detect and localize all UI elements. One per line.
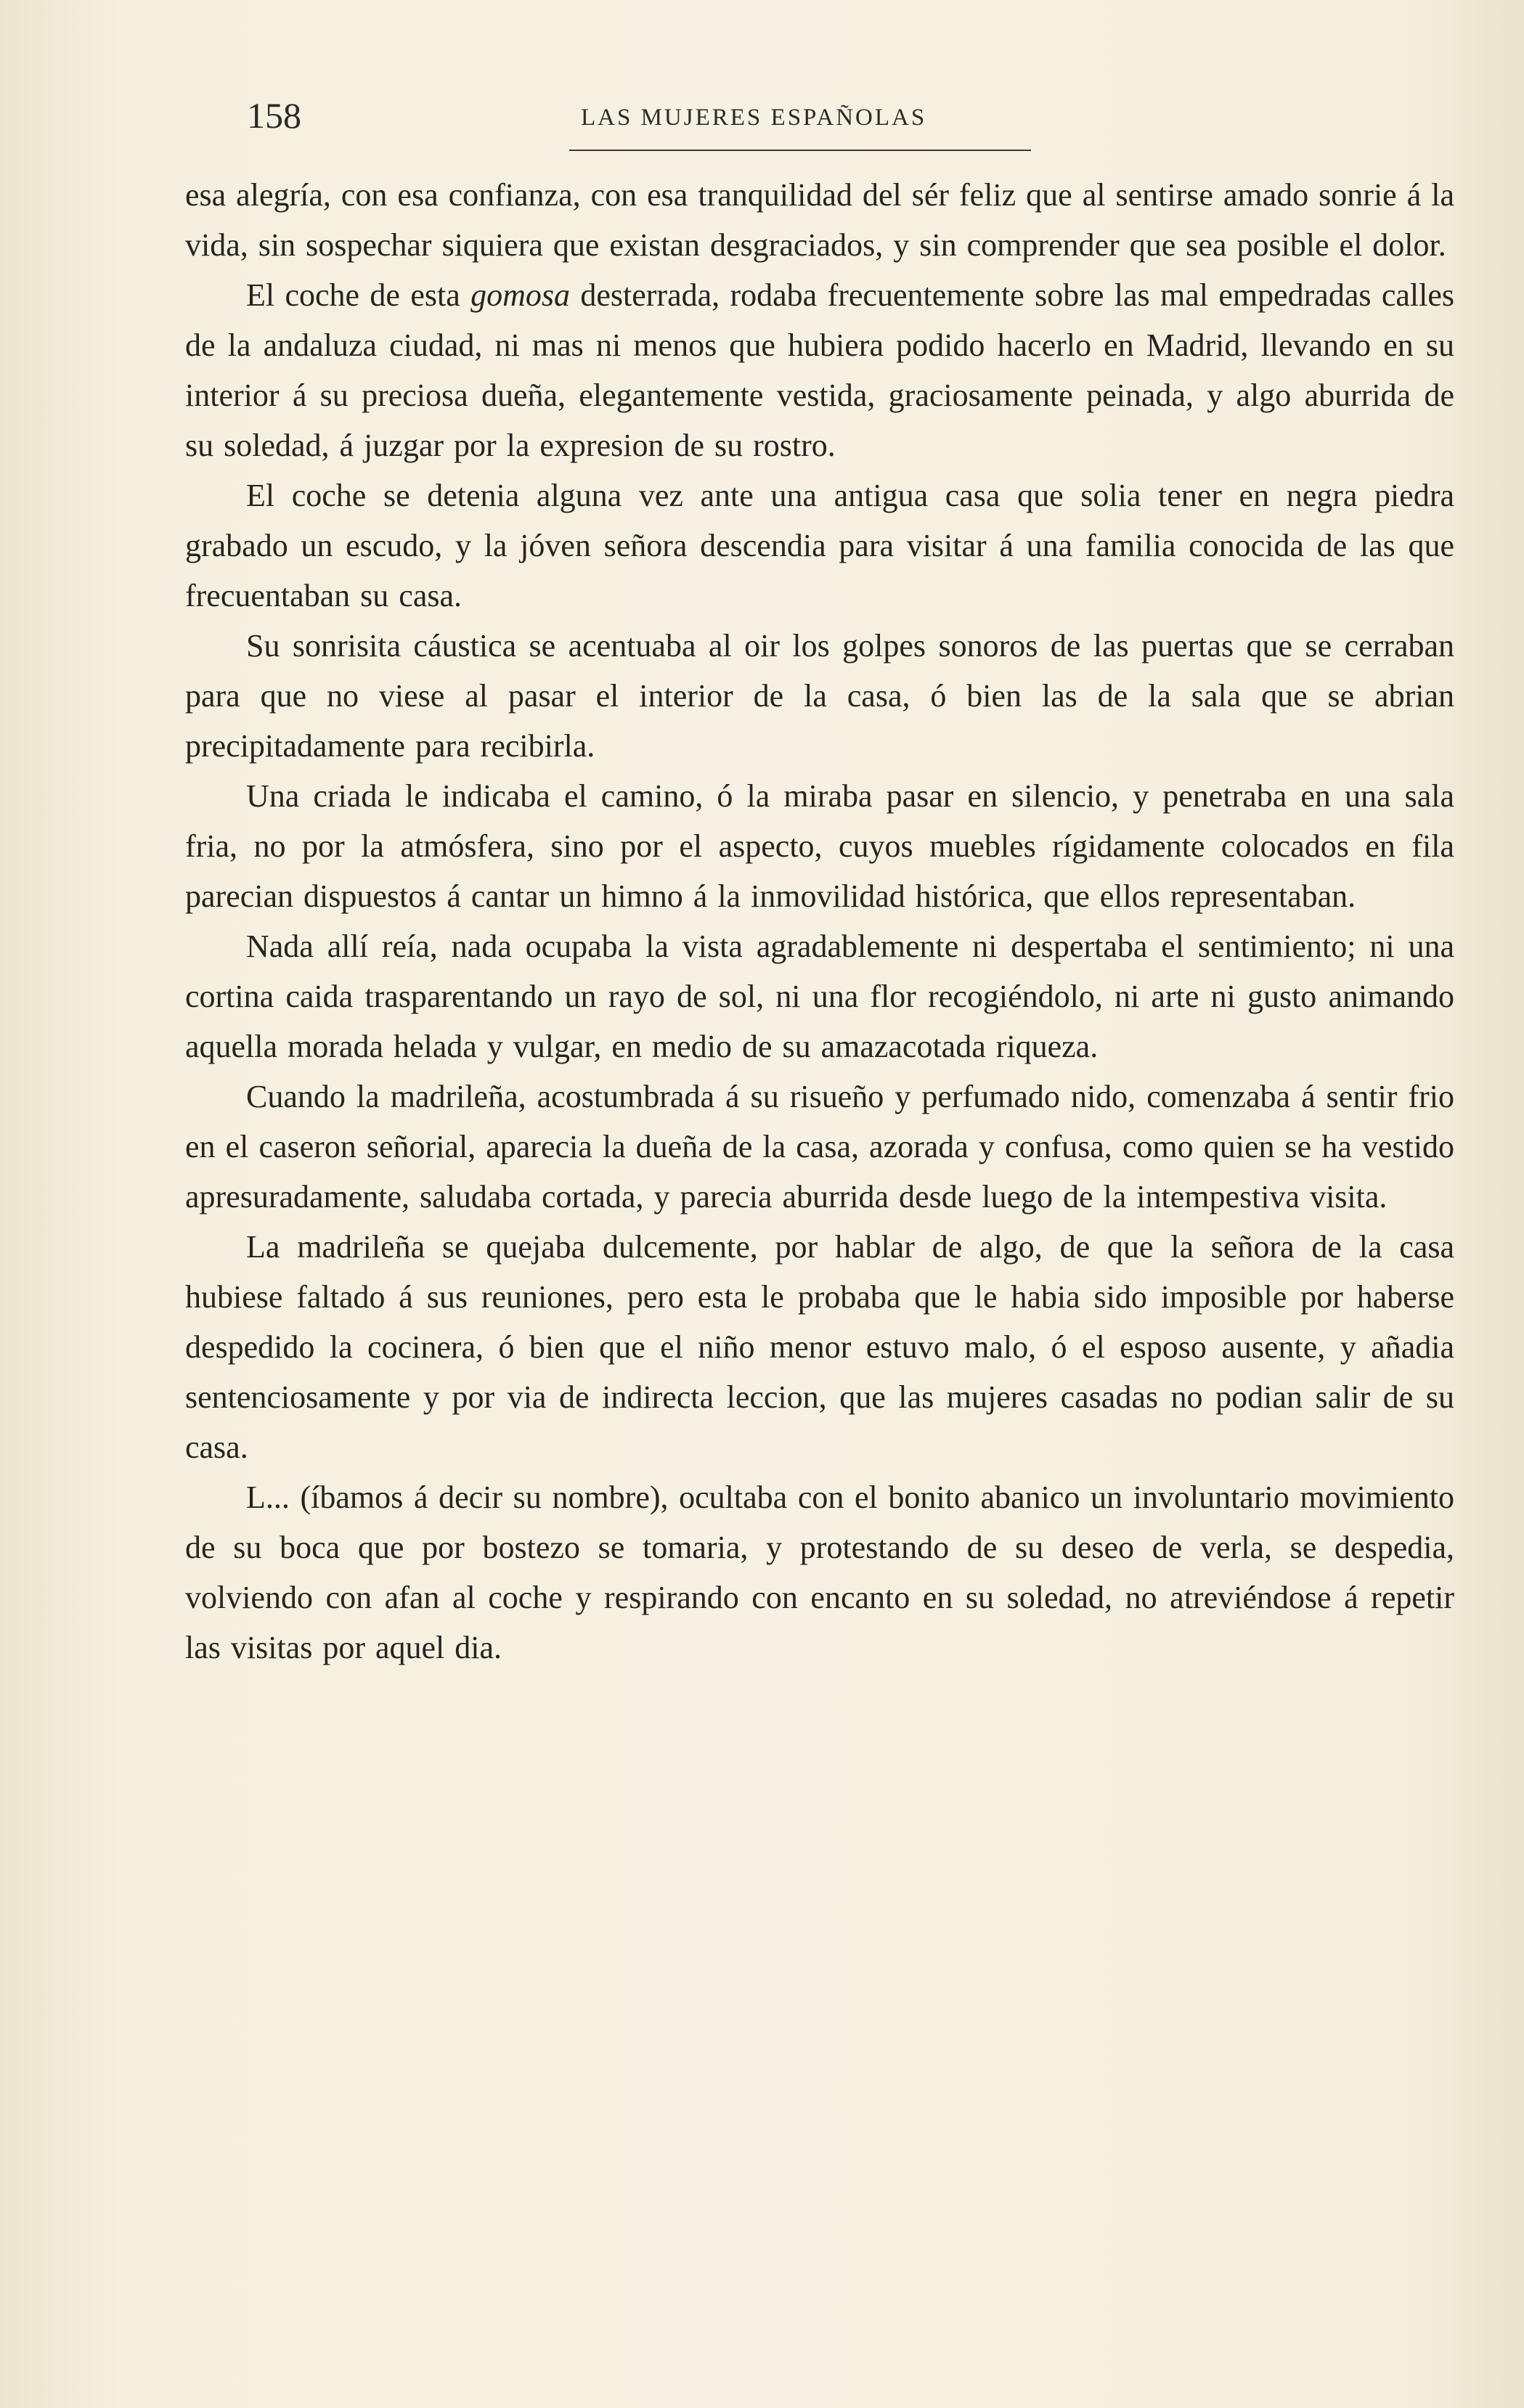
paragraph-2-rest: desterrada, rodaba frecuentemente sobre las mal empedradas calles de la andaluza ciudad, ni mas ni menos que hubiera podido hacerlo en Madrid, llevando en su interior á su preciosa dueña, elegantemente vestida, graciosamente peinada, y algo aburrida de su soledad, á juzgar por la expresion de su rostro.: [185, 277, 1454, 463]
paragraph-2: [185, 270, 1454, 470]
page-header: [247, 94, 1452, 152]
italic-word: gomosa: [470, 277, 570, 313]
paragraph-5: Una criada le indicaba el camino, ó la miraba pasar en silencio, y penetraba en una sala fria, no por la atmósfera, sino por el aspecto, cuyos muebles rígidamente colocados en fila parecian dispuestos á cantar un himno á la inmovilidad histórica, que ellos representaban.: [185, 778, 1454, 914]
page-number: 158: [247, 95, 301, 136]
paragraph-2-start: El coche de esta: [246, 277, 471, 313]
paragraph-4: Su sonrisita cáustica se acentuaba al oir los golpes sonoros de las puertas que se cerraban para que no viese al pasar el interior de la casa, ó bien las de la sala que se abrian precipitadamente para recibirla.: [185, 628, 1454, 764]
header-rule: [569, 150, 1031, 151]
paragraph-1: esa alegría, con esa confianza, con esa tranquilidad del sér feliz que al sentirse amado sonrie á la vida, sin sospechar siquiera que existan desgraciados, y sin comprender que sea posible el dolor.: [185, 177, 1454, 263]
body-text: [185, 170, 1454, 1673]
paragraph-9: L... (íbamos á decir su nombre), ocultaba con el bonito abanico un involuntario movimiento de su boca que por bostezo se tomaria, y protestando de su deseo de verla, se despedia, volviendo con afan al coche y respirando con encanto en su soledad, no atreviéndose á repetir las visitas por aquel dia.: [185, 1480, 1454, 1665]
paragraph-6: Nada allí reía, nada ocupaba la vista agradablemente ni despertaba el sentimiento; ni una cortina caida trasparentando un rayo de sol, ni una flor recogiéndolo, ni arte ni gusto animando aquella morada helada y vulgar, en medio de su amazacotada riqueza.: [185, 928, 1454, 1064]
running-title: LAS MUJERES ESPAÑOLAS: [581, 105, 927, 131]
paragraph-7: Cuando la madrileña, acostumbrada á su risueño y perfumado nido, comenzaba á sentir frio en el caseron señorial, aparecia la dueña de la casa, azorada y confusa, como quien se ha vestido apresuradamente, saludaba cortada, y parecia aburrida desde luego de la intempestiva visita.: [185, 1079, 1454, 1215]
paragraph-3: El coche se detenia alguna vez ante una antigua casa que solia tener en negra piedra grabado un escudo, y la jóven señora descendia para visitar á una familia conocida de las que frecuentaban su casa.: [185, 478, 1454, 613]
paragraph-8: La madrileña se quejaba dulcemente, por hablar de algo, de que la señora de la casa hubiese faltado á sus reuniones, pero esta le probaba que le habia sido imposible por haberse despedido la cocinera, ó bien que el niño menor estuvo malo, ó el esposo ausente, y añadia sentenciosamente y por via de indirecta leccion, que las mujeres casadas no podian salir de su casa.: [185, 1229, 1454, 1465]
